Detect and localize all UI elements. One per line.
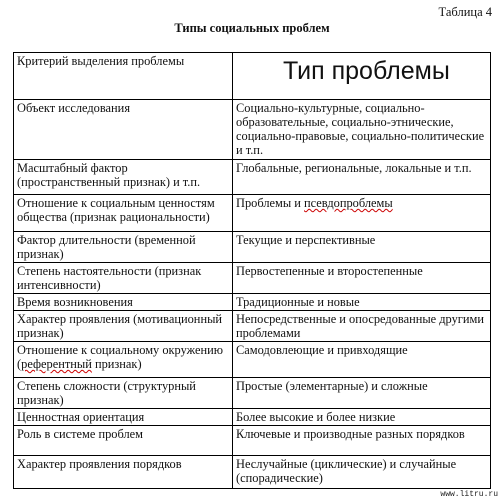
cell-type-text: Проблемы и <box>236 196 305 210</box>
table-row <box>14 426 491 456</box>
cell-type: Традиционные и новые <box>233 294 491 311</box>
cell-criterion: Ценностная ориентация <box>14 409 233 426</box>
cell-type: Глобальные, региональные, локальные и т.п. <box>233 160 491 195</box>
misspelled-word: референтный <box>21 357 92 371</box>
cell-type: Первостепенные и второстепенные <box>233 263 491 294</box>
cell-criterion: Характер проявления (мотивационный признак) <box>14 311 233 342</box>
cell-type: Более высокие и более низкие <box>233 409 491 426</box>
table-header-row <box>14 53 491 100</box>
table-row <box>14 160 491 195</box>
table-row <box>14 342 491 378</box>
cell-criterion: Объект исследования <box>14 100 233 160</box>
cell-criterion: Характер проявления порядков <box>14 456 233 489</box>
table-row <box>14 195 491 232</box>
header-type: Тип проблемы <box>233 53 491 100</box>
table-title: Типы социальных проблем <box>174 21 330 35</box>
social-problems-table <box>13 52 491 489</box>
cell-criterion: Степень сложности (структурный признак) <box>14 378 233 409</box>
cell-criterion: Фактор длительности (временной признак) <box>14 232 233 263</box>
table-row <box>14 456 491 489</box>
table-number: Таблица 4 <box>438 5 492 19</box>
cell-type: Ключевые и производные разных порядков <box>233 426 491 456</box>
misspelled-word: псевдопроблемы <box>304 196 393 210</box>
table-row <box>14 378 491 409</box>
cell-type: Простые (элементарные) и сложные <box>233 378 491 409</box>
cell-criterion: Роль в системе проблем <box>14 426 233 456</box>
table-row <box>14 100 491 160</box>
table-row <box>14 263 491 294</box>
cell-criterion <box>14 342 233 378</box>
cell-criterion-text: признак) <box>91 357 142 371</box>
cell-criterion: Степень настоятельности (признак интенсивности) <box>14 263 233 294</box>
cell-type: Текущие и перспективные <box>233 232 491 263</box>
cell-criterion: Отношение к социальным ценностям общества (признак рациональности) <box>14 195 233 232</box>
table-row <box>14 232 491 263</box>
cell-criterion-text: Отношение к социальному окружению ( <box>17 343 224 371</box>
cell-type <box>233 195 491 232</box>
watermark: www.litru.ru <box>440 490 498 499</box>
cell-criterion: Масштабный фактор (пространственный признак) и т.п. <box>14 160 233 195</box>
cell-type: Самодовлеющие и привходящие <box>233 342 491 378</box>
table-row <box>14 294 491 311</box>
cell-type: Социально-культурные, социально-образовательные, социально-этнические, социально-правовые, социально-политические и т.п. <box>233 100 491 160</box>
cell-criterion: Время возникновения <box>14 294 233 311</box>
cell-type: Неслучайные (циклические) и случайные (спорадические) <box>233 456 491 489</box>
table-row <box>14 409 491 426</box>
table-row <box>14 311 491 342</box>
header-criterion: Критерий выделения проблемы <box>14 53 233 100</box>
cell-type: Непосредственные и опосредованные другими проблемами <box>233 311 491 342</box>
